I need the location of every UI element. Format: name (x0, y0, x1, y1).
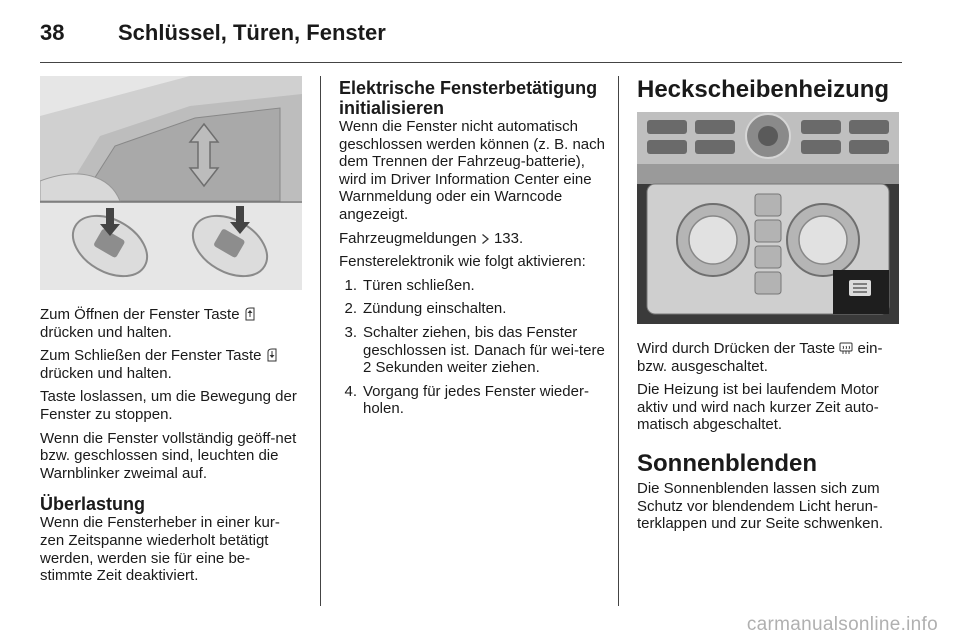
column-2 (339, 70, 609, 424)
release-instruction: Taste loslassen, um die Bewegung der Fenster zu stoppen. (40, 388, 297, 423)
vehicle-messages-ref: Fahrzeugmeldungen 133. (339, 229, 524, 247)
header-rule (40, 62, 902, 63)
overload-text: Wenn die Fensterheber in einer kur-zen Zeitspanne wiederholt betätigt werden, werden sie für eine be-stimmte Zeit deaktiviert. (40, 514, 280, 585)
climate-panel-illustration (637, 112, 899, 324)
activation-steps (339, 277, 609, 418)
window-switch-illustration (40, 76, 302, 290)
initialize-text: Wenn die Fenster nicht automatisch geschlossen werden können (z. B. nach dem Trennen der Fahrzeug-batterie), wird im Driver Information Center eine Warnmeldung oder ein Warncode angezeigt. (339, 118, 605, 223)
sun-visors-text: Die Sonnenblenden lassen sich zum Schutz vor blendendem Licht herun-terklappen und zur Seite schwenken. (637, 479, 883, 533)
defrost-auto-off-text: Die Heizung ist bei laufendem Motor aktiv und wird nach kurzer Zeit auto-matisch abgeschaltet. (637, 381, 879, 434)
page-title: Schlüssel, Türen, Fenster (118, 20, 386, 45)
climate-panel-drawing (637, 112, 899, 324)
sun-visors-heading: Sonnenblenden (637, 449, 817, 477)
page-number: 38 (40, 20, 65, 45)
defrost-toggle-text: Wird durch Drücken der Taste ein- bzw. ausgeschaltet. (637, 340, 883, 375)
column-divider-2 (618, 76, 619, 606)
list-item: 2. Zündung einschalten. (344, 300, 507, 318)
list-item: 1. Türen schließen. (344, 276, 475, 294)
column-1 (40, 70, 302, 591)
close-instruction: Zum Schließen der Fenster Taste drücken und halten. (40, 347, 302, 382)
column-divider-1 (320, 76, 321, 606)
hazard-note: Wenn die Fenster vollständig geöff-net bzw. geschlossen sind, leuchten die Warnblinker zweimal auf. (40, 429, 297, 482)
page-reference-icon (481, 233, 490, 245)
window-switch-drawing (40, 76, 302, 290)
activate-intro: Fensterelektronik wie folgt aktivieren: (339, 253, 586, 271)
watermark: carmanualsonline.info (746, 614, 938, 635)
list-item: 4. Vorgang für jedes Fenster wieder-holen. (344, 382, 589, 418)
open-instruction: Zum Öffnen der Fenster Taste drücken und halten. (40, 306, 302, 341)
rear-defrost-heading: Heckscheibenheizung (637, 76, 890, 103)
window-open-icon (244, 307, 256, 321)
window-close-icon (266, 348, 278, 362)
overload-heading: Überlastung (40, 494, 146, 515)
column-3 (637, 70, 903, 539)
initialize-heading: Elektrische Fensterbetätigung initialisieren (339, 78, 598, 118)
rear-window-heating-icon (839, 342, 853, 355)
list-item: 3. Schalter ziehen, bis das Fenster geschlossen ist. Danach für wei-tere 2 Sekunden weiter ziehen. (344, 323, 605, 377)
